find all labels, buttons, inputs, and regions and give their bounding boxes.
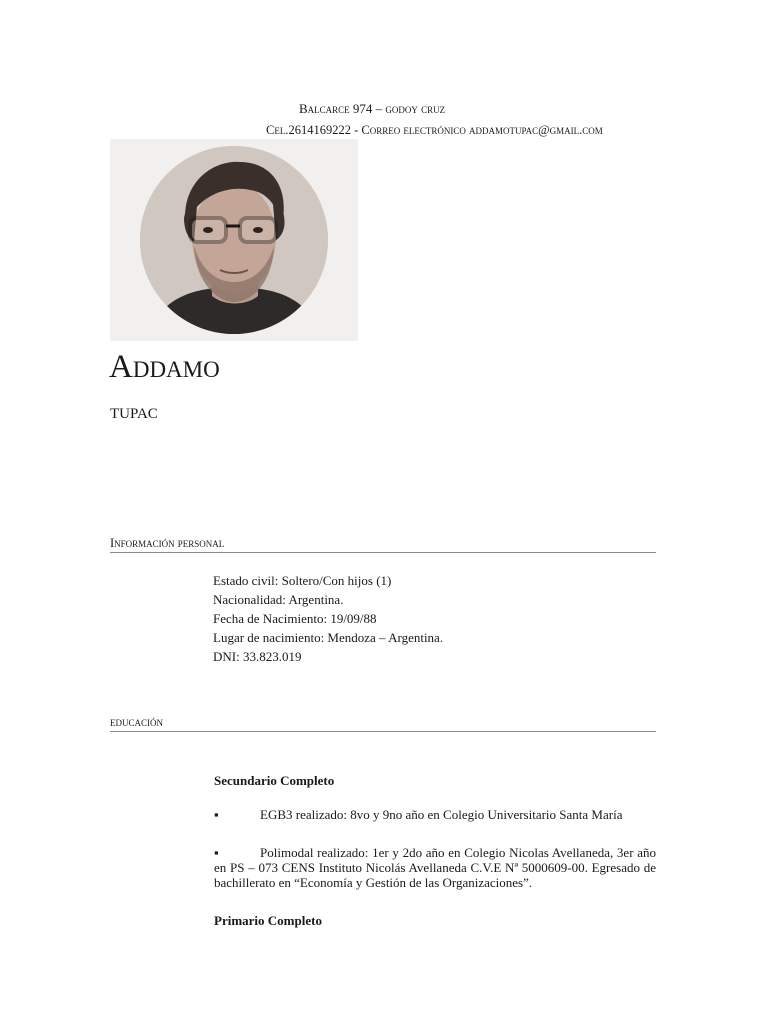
personal-info-item: Nacionalidad: Argentina. (213, 592, 344, 607)
personal-info-item: DNI: 33.823.019 (213, 649, 302, 664)
section-heading-label: educación (110, 715, 163, 729)
education-item-text: Polimodal realizado: 1er y 2do año en Colegio Nicolas Avellaneda, 3er año en PS – 073 CENS Instituto Nicolás Avellaneda C.V.E Nª 5000609-00. Egresado de bachillerato en “Economía y Gestión de las Organizaciones”. (214, 845, 656, 890)
address-line: Balcarce 974 – godoy cruz (299, 101, 446, 116)
section-heading-label: Información personal (110, 536, 225, 550)
education-item-text: EGB3 realizado: 8vo y 9no año en Colegio Universitario Santa María (260, 807, 623, 822)
education-item (214, 845, 656, 890)
education-item (214, 807, 656, 822)
bullet-icon: ▪ (214, 845, 219, 860)
personal-info-list (213, 571, 443, 666)
contact-line: Cel.2614169222 - Correo electrónico addamotupac@gmail.com (266, 123, 603, 137)
personal-info-item: Lugar de nacimiento: Mendoza – Argentina. (213, 630, 444, 645)
profile-photo (110, 139, 358, 341)
education-secondary-title: Secundario Completo (214, 773, 335, 788)
personal-info-item: Estado civil: Soltero/Con hijos (1) (213, 573, 392, 588)
education-primary-title: Primario Completo (214, 913, 322, 928)
section-heading-personal-info (110, 536, 656, 553)
bullet-icon: ▪ (214, 807, 219, 822)
last-name: tupac (110, 398, 158, 423)
section-heading-education (110, 715, 656, 732)
personal-info-item: Fecha de Nacimiento: 19/09/88 (213, 611, 377, 626)
profile-photo-portrait (140, 146, 328, 334)
first-name: Addamo (109, 349, 220, 385)
